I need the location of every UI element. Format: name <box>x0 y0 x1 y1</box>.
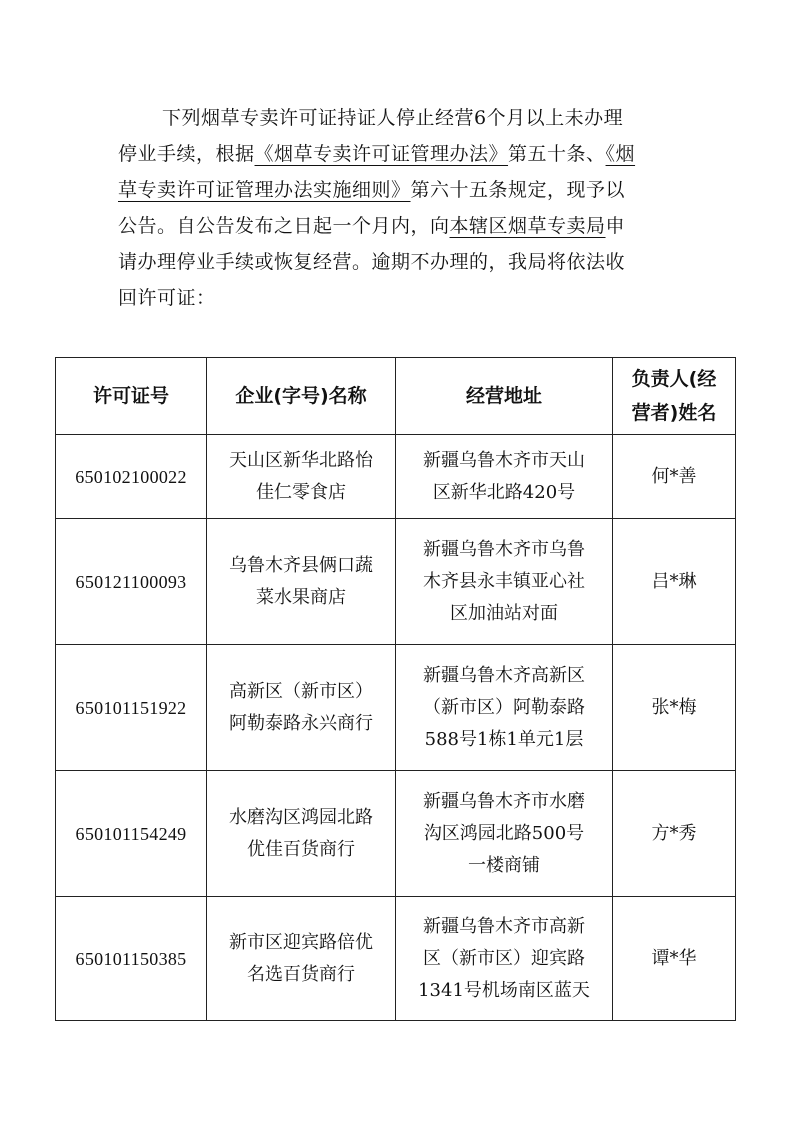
table-row <box>56 645 736 771</box>
paragraph-text: 第六十五条规定，现予以 <box>410 179 626 201</box>
paragraph-line <box>118 280 678 316</box>
cell-line: 水磨沟区鸿园北路 <box>229 806 373 828</box>
license-number-cell: 650102100022 <box>56 435 207 519</box>
business-name-cell <box>207 897 396 1021</box>
paragraph-text: 回许可证： <box>118 287 216 309</box>
cell-line: 区加油站对面 <box>450 602 558 624</box>
license-table <box>55 357 736 1021</box>
cell-line: 新疆乌鲁木齐市天山 <box>423 449 585 471</box>
owner-name-cell: 方*秀 <box>613 771 736 897</box>
cell-line: 一楼商铺 <box>468 854 540 876</box>
cell-line: 佳仁零食店 <box>256 481 346 503</box>
business-name-cell <box>207 519 396 645</box>
license-number-cell: 650121100093 <box>56 519 207 645</box>
cell-line: 新疆乌鲁木齐市乌鲁 <box>423 538 585 560</box>
paragraph-line <box>118 208 678 244</box>
cell-line: 阿勒泰路永兴商行 <box>229 712 373 734</box>
header-business-address: 经营地址 <box>396 358 613 435</box>
paragraph-text: 请办理停业手续或恢复经营。逾期不办理的，我局将依法收 <box>118 251 626 273</box>
table-row <box>56 519 736 645</box>
paragraph-line <box>118 244 678 280</box>
business-address-cell <box>396 435 613 519</box>
header-owner-line: 营者)姓名 <box>631 402 717 424</box>
owner-name-cell: 何*善 <box>613 435 736 519</box>
table-header-row <box>56 358 736 435</box>
cell-line: 乌鲁木齐县俩口蔬 <box>229 554 373 576</box>
cell-line: 1341号机场南区蓝天 <box>418 979 590 1001</box>
header-business-name: 企业(字号)名称 <box>207 358 396 435</box>
owner-name-cell: 张*梅 <box>613 645 736 771</box>
business-name-cell <box>207 435 396 519</box>
cell-line: 木齐县永丰镇亚心社 <box>423 570 585 592</box>
cell-line: （新市区）阿勒泰路 <box>423 696 585 718</box>
paragraph-text: 公告。自公告发布之日起一个月内，向 <box>118 215 450 237</box>
header-owner-name <box>613 358 736 435</box>
table-row <box>56 771 736 897</box>
owner-name-cell: 吕*琳 <box>613 519 736 645</box>
business-address-cell <box>396 771 613 897</box>
cell-line: 新疆乌鲁木齐市高新 <box>423 915 585 937</box>
business-name-cell <box>207 645 396 771</box>
cell-line: 588号1栋1单元1层 <box>424 728 584 750</box>
business-address-cell <box>396 897 613 1021</box>
paragraph-text: 下列烟草专卖许可证持证人停止经营6个月以上未办理 <box>162 107 624 129</box>
cell-line: 新疆乌鲁木齐市水磨 <box>423 790 585 812</box>
license-number-cell: 650101154249 <box>56 771 207 897</box>
cell-line: 优佳百货商行 <box>247 838 355 860</box>
regulation-reference: 《烟 <box>605 143 636 165</box>
paragraph-text: 第五十条、 <box>508 143 606 165</box>
cell-line: 沟区鸿园北路500号 <box>423 822 585 844</box>
cell-line: 区新华北路420号 <box>432 481 576 503</box>
regulation-reference: 《烟草专卖许可证管理办法》 <box>254 143 509 165</box>
cell-line: 区（新市区）迎宾路 <box>423 947 585 969</box>
table-row <box>56 435 736 519</box>
business-address-cell <box>396 645 613 771</box>
authority-name: 本辖区烟草专卖局 <box>449 215 606 237</box>
table-row <box>56 897 736 1021</box>
header-owner-line: 负责人(经 <box>631 368 717 390</box>
license-number-cell: 650101151922 <box>56 645 207 771</box>
cell-line: 名选百货商行 <box>247 963 355 985</box>
cell-line: 天山区新华北路怡 <box>229 449 373 471</box>
business-name-cell <box>207 771 396 897</box>
paragraph-text: 申 <box>605 215 626 237</box>
cell-line: 菜水果商店 <box>256 586 346 608</box>
cell-line: 新市区迎宾路倍优 <box>229 931 373 953</box>
header-license-number: 许可证号 <box>56 358 207 435</box>
paragraph-line <box>118 136 678 172</box>
notice-paragraph <box>118 100 678 316</box>
cell-line: 新疆乌鲁木齐高新区 <box>423 664 585 686</box>
cell-line: 高新区（新市区） <box>229 680 373 702</box>
regulation-reference: 草专卖许可证管理办法实施细则》 <box>118 179 411 201</box>
license-number-cell: 650101150385 <box>56 897 207 1021</box>
paragraph-line <box>118 172 678 208</box>
paragraph-text: 停业手续，根据 <box>118 143 255 165</box>
business-address-cell <box>396 519 613 645</box>
owner-name-cell: 谭*华 <box>613 897 736 1021</box>
paragraph-line <box>118 100 678 136</box>
